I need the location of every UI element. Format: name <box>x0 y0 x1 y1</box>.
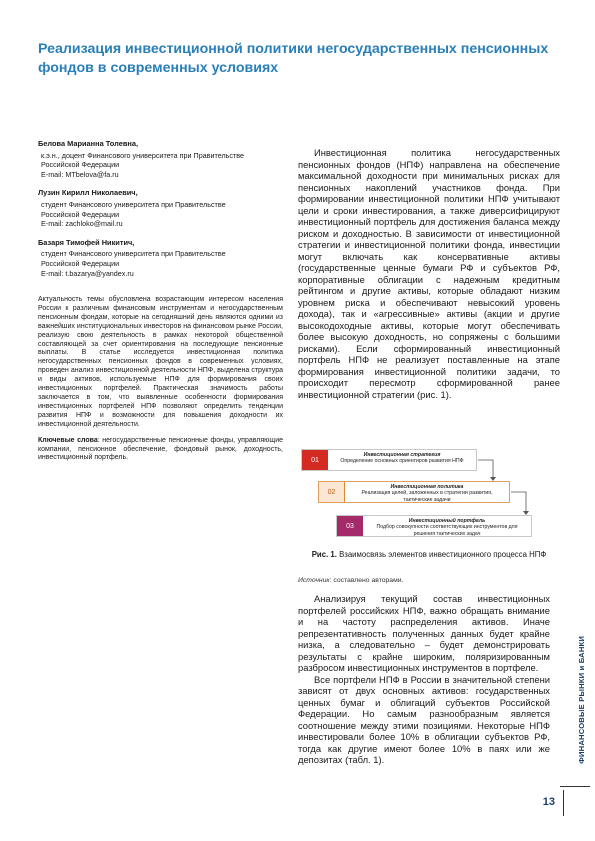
caption-label: Рис. 1. <box>311 550 337 559</box>
author-email: E-mail: zachloko@mail.ru <box>41 219 123 229</box>
author-email: E-mail: t.bazarya@yandex.ru <box>41 268 134 278</box>
body-column-bottom <box>298 593 550 766</box>
figure-row-text <box>367 518 527 537</box>
figure-row-policy <box>318 481 510 503</box>
figure-row-number: 03 <box>337 516 363 536</box>
body-paragraph: Инвестиционная политика негосударственных пенсионных фондов (НПФ) направлена на обеспечение максимальной доходности при минимальных рисках для пенсионных накоплений участников фонда. При формировании инвестиционной политики НПФ учитывают цели и сроки инвестирования, а также диверсифицируют инвестиционный портфель для достижения баланса между риском и доходностью. В зависимости от инвестиционной стратегии и инвестиционной политики фонда, инвестиции могут включать как консервативные активы (государственные ценные бумаги РФ и субъектов РФ, корпоративные облигации с надежным кредитным рейтингом и другие активы, которые обладают низким уровнем риска и обеспечивают невысокий уровень дохода), так и «агрессивные» активы (акции и другие высокодоходные активы, которые могут обеспечивать более высокую доходность, но сопряжены с большими рисками). Если сформированный инвестиционный портфель НПФ не реализует поставленные на этапе формирования инвестиционной политики задачи, то происходит пересмотр сформированной ранее инвестиционной стратегии (рис. 1). <box>298 147 560 400</box>
figure-row-title: Инвестиционная политика <box>390 484 464 490</box>
author-affiliation: к.э.н., доцент Финансового университета при Правительстве <box>41 150 245 160</box>
body-paragraph: Анализируя текущий состав инвестиционных портфелей российских НПФ, важно обращать внимание и на частоту распределения активов. Иначе репрезентативность полученных данных будет крайне низка, а следовательно – будет демонстрировать результаты с крайне широким, поляризированным разбросом инвестиционных инструментов в портфеле. <box>298 593 550 673</box>
figure-source <box>298 577 403 584</box>
author-affiliation: Российской Федерации <box>41 258 120 268</box>
figure-row-portfolio <box>336 515 532 537</box>
figure-row-desc: Реализация целей, заложенных в стратегии развития, тактические задачи <box>361 490 493 503</box>
figure-row-desc: Подбор совокупности соответствующих инструментов для решения тактических задач <box>376 524 518 537</box>
keywords <box>38 437 283 464</box>
page-divider <box>563 790 564 816</box>
figure-row-title: Инвестиционный портфель <box>408 518 486 524</box>
figure-1 <box>298 445 560 547</box>
author-affiliation: Российской Федерации <box>41 209 120 219</box>
figure-row-strategy <box>301 449 477 471</box>
page-rule <box>560 786 590 787</box>
figure-row-desc: Определение основных ориентиров развития НПФ <box>340 458 464 465</box>
author-affiliation: студент Финансового университета при Правительстве <box>41 199 226 209</box>
figure-row-number: 01 <box>302 450 328 470</box>
abstract-text: Актуальность темы обусловлена возрастающим интересом населения России к различным финансовым инструментам и негосударственным пенсионным фондам, которые на сегодняшний день являются одними из важнейших институциональных инвесторов на финансовом рынке России, реализую свою деятельность в рамках некоторой общественной составляющей за счет ориентирования на последующие пенсионные выплаты. В статье исследуется инвестиционная политика негосударственных пенсионных фондов в современных условиях, проведен анализ инвестиционной деятельности НПФ, выделена структура и виды активов, используемые НПФ для формирования своих инвестиционных портфелей. Практическая значимость работы заключается в том, что выявленные особенности формирования инвестиционных портфелей НПФ позволяют определить тенденции развития НПФ и возможности для повышения доходности их инвестиционной деятельности. <box>38 296 283 428</box>
author-name: Белова Марианна Толевна, <box>38 139 139 148</box>
figure-row-title: Инвестиционная стратегия <box>363 452 441 458</box>
source-label: Источник <box>298 577 330 584</box>
author-name: Лузин Кирилл Николаевич, <box>38 188 138 198</box>
keywords-label: Ключевые слова <box>38 436 98 444</box>
arrow-1-to-2 <box>478 460 493 478</box>
section-tab <box>572 636 590 764</box>
section-tab-label: ФИНАНСОВЫЕ РЫНКИ и БАНКИ <box>576 636 586 764</box>
figure-caption <box>298 550 560 560</box>
figure-row-number: 02 <box>319 482 345 502</box>
author-2 <box>38 188 283 228</box>
body-column-top <box>298 147 560 400</box>
authors-block <box>38 139 283 287</box>
abstract <box>38 296 283 470</box>
author-affiliation: Российской Федерации <box>41 160 120 170</box>
source-text: : составлено авторами. <box>329 577 404 584</box>
caption-text: Взаимосвязь элементов инвестиционного процесса НПФ <box>336 550 547 559</box>
author-affiliation: студент Финансового университета при Правительстве <box>41 249 226 259</box>
body-paragraph: Все портфели НПФ в России в значительной степени зависят от двух основных активов: государственных ценных бумаг и облигаций субъектов Российской Федерации. Но самым разнообразным является соотношение между этими позициями. Некоторые НПФ инвестировали более 10% в облигации субъектов РФ, тогда как другие имеют более 10% в паях или же депозитах (табл. 1). <box>298 673 550 765</box>
figure-row-text <box>332 452 472 465</box>
author-1 <box>38 139 283 179</box>
keywords-text: : негосударственные пенсионные фонды, управляющие компании, пенсионное обеспечение, фондовый рынок, доходность, инвестиционный портфель. <box>38 436 283 462</box>
author-3 <box>38 238 283 278</box>
author-email: E-mail: MTbelova@fa.ru <box>41 169 119 179</box>
page-number: 13 <box>542 796 555 808</box>
author-name: Базаря Тимофей Никитич, <box>38 237 135 247</box>
figure-row-text <box>349 484 505 503</box>
article-title: Реализация инвестиционной политики негосударственных пенсионных фондов в современных условиях <box>38 41 549 76</box>
arrow-2-to-3 <box>511 492 526 512</box>
